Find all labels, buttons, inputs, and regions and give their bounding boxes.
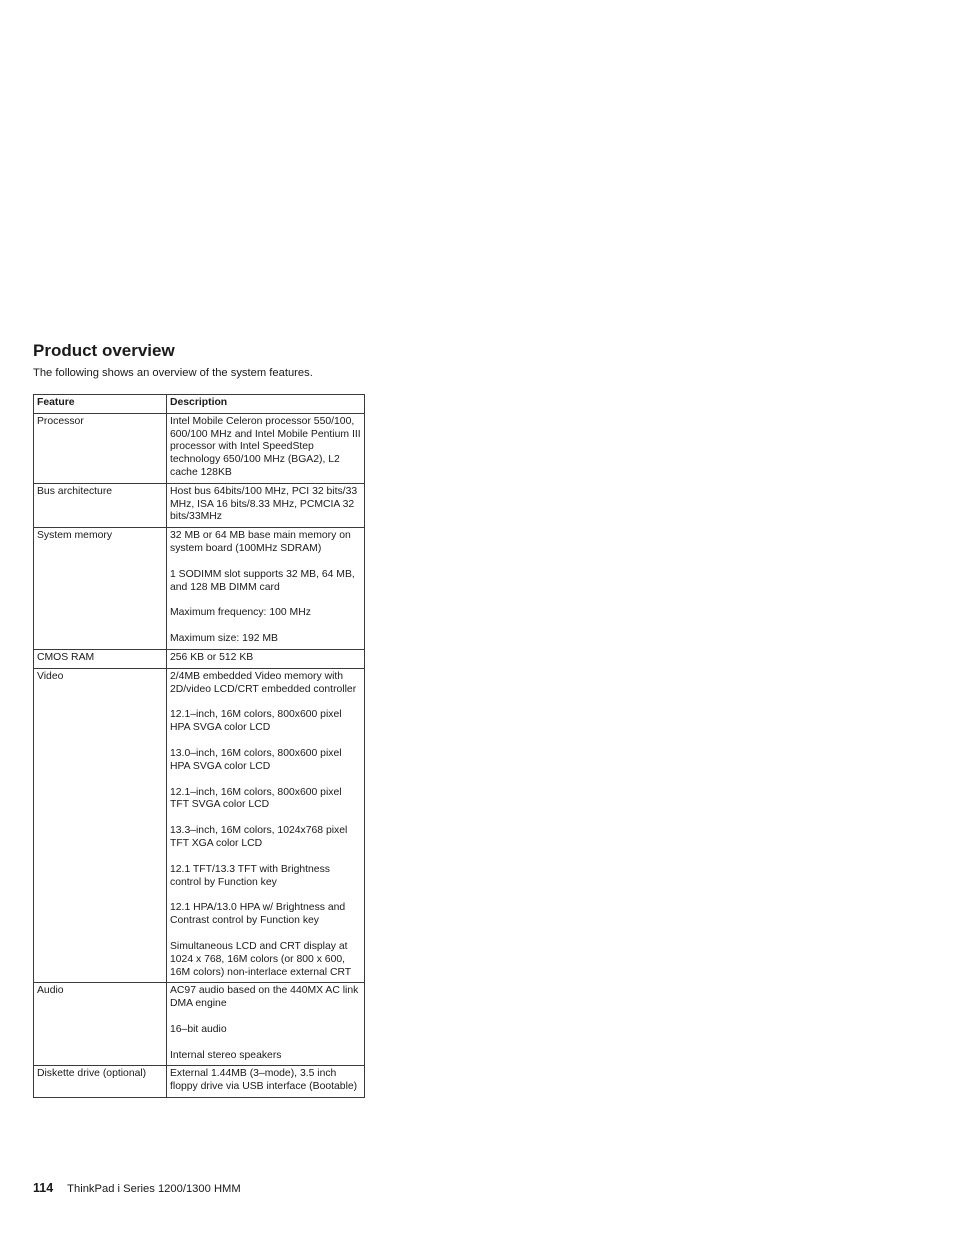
- description-paragraph: External 1.44MB (3–mode), 3.5 inch floppy drive via USB interface (Bootable): [170, 1068, 358, 1093]
- feature-cell: System memory: [34, 528, 167, 650]
- header-feature: Feature: [34, 395, 167, 414]
- table-row: [34, 483, 365, 527]
- feature-cell: Bus architecture: [34, 483, 167, 527]
- table-row: [34, 413, 365, 483]
- page-number: 114: [33, 1181, 54, 1195]
- description-paragraph: 12.1–inch, 16M colors, 800x600 pixel HPA SVGA color LCD: [170, 709, 342, 734]
- description-cell: [167, 1066, 365, 1098]
- description-paragraph: 2/4MB embedded Video memory with 2D/video LCD/CRT embedded controller: [170, 670, 357, 695]
- description-paragraph: Internal stereo speakers: [170, 1049, 282, 1061]
- description-cell: [167, 483, 365, 527]
- table-row: [34, 668, 365, 983]
- feature-cell: Audio: [34, 983, 167, 1066]
- description-cell: [167, 649, 365, 668]
- intro-text: The following shows an overview of the system features.: [33, 367, 313, 379]
- description-cell: [167, 983, 365, 1066]
- description-paragraph: 12.1–inch, 16M colors, 800x600 pixel TFT SVGA color LCD: [170, 786, 342, 811]
- table-row: [34, 1066, 365, 1098]
- description-paragraph: 32 MB or 64 MB base main memory on system board (100MHz SDRAM): [170, 530, 351, 554]
- description-paragraph: 256 KB or 512 KB: [170, 651, 254, 663]
- feature-cell: Diskette drive (optional): [34, 1066, 167, 1098]
- description-paragraph: Maximum frequency: 100 MHz: [170, 607, 311, 619]
- page-footer: [33, 1180, 241, 1197]
- table-row: [34, 983, 365, 1066]
- description-paragraph: 12.1 HPA/13.0 HPA w/ Brightness and Contrast control by Function key: [170, 902, 346, 927]
- description-cell: [167, 413, 365, 483]
- description-paragraph: Maximum size: 192 MB: [170, 633, 278, 645]
- feature-cell: Video: [34, 668, 167, 983]
- description-paragraph: Simultaneous LCD and CRT display at 1024 x 768, 16M colors (or 800 x 600, 16M colors) non-interlace external CRT: [170, 940, 352, 978]
- description-cell: [167, 668, 365, 983]
- description-paragraph: 13.0–inch, 16M colors, 800x600 pixel HPA SVGA color LCD: [170, 747, 342, 772]
- feature-cell: Processor: [34, 413, 167, 483]
- description-paragraph: Intel Mobile Celeron processor 550/100, 600/100 MHz and Intel Mobile Pentium III processor with Intel SpeedStep technology 650/100 MHz (BGA2), L2 cache 128KB: [170, 415, 361, 478]
- description-cell: [167, 528, 365, 650]
- description-paragraph: 1 SODIMM slot supports 32 MB, 64 MB, and 128 MB DIMM card: [170, 568, 355, 593]
- table-row: [34, 528, 365, 650]
- feature-table: [33, 394, 365, 1098]
- description-paragraph: 13.3–inch, 16M colors, 1024x768 pixel TFT XGA color LCD: [170, 825, 348, 849]
- description-paragraph: 16–bit audio: [170, 1023, 227, 1035]
- book-title: ThinkPad i Series 1200/1300 HMM: [67, 1183, 241, 1195]
- header-description: Description: [167, 395, 365, 414]
- page-title: Product overview: [33, 341, 175, 360]
- table-body: [34, 413, 365, 1097]
- description-paragraph: Host bus 64bits/100 MHz, PCI 32 bits/33 MHz, ISA 16 bits/8.33 MHz, PCMCIA 32 bits/33MHz: [170, 485, 358, 523]
- table-header-row: [34, 395, 365, 414]
- table-row: [34, 649, 365, 668]
- description-paragraph: 12.1 TFT/13.3 TFT with Brightness control by Function key: [170, 863, 330, 888]
- feature-cell: CMOS RAM: [34, 649, 167, 668]
- description-paragraph: AC97 audio based on the 440MX AC link DMA engine: [170, 985, 359, 1010]
